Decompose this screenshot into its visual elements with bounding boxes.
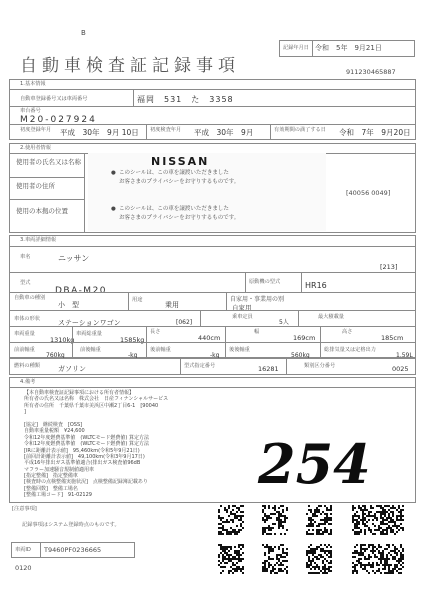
rear-axle-label: 後後軸重 xyxy=(229,347,250,353)
user-code: [40056 0049] xyxy=(346,189,391,197)
vehicle-id-label: 車両ID xyxy=(15,547,31,553)
remark-line: 所有者の住所 千葉県千葉市美浜区中瀬2丁目6-1 [90040 xyxy=(24,402,159,409)
vin-label: 車台番号 xyxy=(20,108,41,114)
capacity: 5人 xyxy=(279,319,289,326)
width-label: 幅 xyxy=(254,329,260,335)
kind: 小 型 xyxy=(58,301,79,309)
remark-line: 令和12年度燃費基準値 (WLTCモード燃費値) 算定方法 xyxy=(24,434,149,441)
document-number: 911230465887 xyxy=(346,68,396,76)
seal-note-2: お客さまのプライバシーをお守りするものです。 xyxy=(119,179,240,185)
first-reg-label: 初度登録年月 xyxy=(20,127,52,133)
front-axle-label: 前前軸重 xyxy=(14,347,35,353)
qr-code xyxy=(262,544,288,574)
qr-code xyxy=(378,505,404,535)
notice-text: 記録事項はシステム登録時点のものです。 xyxy=(22,522,120,528)
gross: 1585kg xyxy=(120,336,145,344)
seal-note-3: このシールは、この車を譲渡いただきました xyxy=(119,206,229,212)
qr-code xyxy=(306,505,332,535)
qr-code xyxy=(378,544,404,574)
plate-number: 福岡 531 た 3358 xyxy=(137,95,234,104)
engine-label: 原動機の型式 xyxy=(249,279,281,285)
seal-bullet-icon: ● xyxy=(111,206,116,212)
width: 169cm xyxy=(293,334,316,342)
displacement: 1.59L xyxy=(396,352,413,359)
model: DBA-M20 xyxy=(55,286,108,296)
seal-note-4: お客さまのプライバシーをお守りするものです。 xyxy=(119,215,240,221)
model-label: 型式 xyxy=(20,280,31,286)
remark-line: 【本自動車検査証記録事項における所有者情報】 xyxy=(24,390,135,396)
engine: HR16 xyxy=(305,281,327,290)
remark-line: 所有者の氏名又は名称 株式会社 日産フィナンシャルサービス xyxy=(24,396,169,403)
type-no: 16281 xyxy=(258,365,279,373)
qr-code xyxy=(306,544,332,574)
rear-front-axle: -kg xyxy=(210,352,220,359)
section-2-header: 2.使用者情報 xyxy=(20,145,51,151)
displacement-label: 総排気量又は定格出力 xyxy=(324,347,376,353)
remark-line: [協定] 継続検査 [OSS] xyxy=(24,421,83,428)
front-rear-axle-label: 前後軸重 xyxy=(80,347,101,353)
remark-line: 自動車重量税額 ¥24,600 xyxy=(24,428,85,435)
class-no-label: 類別区分番号 xyxy=(304,363,336,369)
maker-code: [213] xyxy=(380,263,398,271)
maker-label: 車名 xyxy=(20,254,31,260)
first-reg: 平成 30年 9月 10日 xyxy=(60,128,139,137)
private-label: 自家用・事業用の別 xyxy=(230,296,285,303)
document-title: 自動車検査証記録事項 xyxy=(20,56,240,76)
issue-date: 令和 5年 9月21日 xyxy=(315,44,382,52)
seal-note-1: このシールは、この車を譲渡いただきました xyxy=(119,170,229,176)
qr-code xyxy=(352,505,378,535)
front-rear-axle: -kg xyxy=(128,352,138,359)
fuel: ガソリン xyxy=(58,365,86,373)
class-no: 0025 xyxy=(392,365,409,373)
length-label: 長さ xyxy=(150,329,161,335)
remark-line: 令和12年度燃費基準値 (WLTCモード燃費値) 算定方法 xyxy=(24,441,149,448)
notice-header: [注意事項] xyxy=(12,506,37,512)
plate-label: 自動車登録番号又は車両番号 xyxy=(20,96,88,102)
body: ステーションワゴン xyxy=(58,319,121,327)
vehicle-id: T9460PF0236665 xyxy=(44,546,102,554)
remark-line: [前回計距離計表示値] 49,100km(令和3年9月17日) xyxy=(24,453,145,460)
gross-label: 車両総重量 xyxy=(76,331,102,337)
length: 440cm xyxy=(198,334,221,342)
type-no-label: 型式指定番号 xyxy=(184,363,216,369)
qr-code xyxy=(262,505,288,535)
remark-line: マフラー加速騒音規制値適用車 xyxy=(24,466,95,473)
remark-line: 平成16年排出ガス基準値適合(排出ガス検査値96dB xyxy=(24,460,141,467)
usage: 乗用 xyxy=(165,301,179,309)
qr-code xyxy=(352,544,378,574)
front-axle: 760kg xyxy=(46,352,65,359)
expiry-date: 令和 7年 9月20日 xyxy=(339,128,411,137)
vin: M20-027924 xyxy=(20,115,97,125)
base-location-label: 使用の本拠の位置 xyxy=(16,207,68,215)
qr-code xyxy=(218,544,244,574)
seal-bullet-icon: ● xyxy=(111,170,116,176)
body-code: [062] xyxy=(176,319,193,326)
body-label: 車体の形状 xyxy=(14,316,40,322)
remark-line: [整備工場コード] 91-02129 xyxy=(24,492,92,499)
section-1-header: 1.基本情報 xyxy=(20,81,46,87)
first-inspection-label: 初度検査年月 xyxy=(150,127,182,133)
remark-line: [整備回数] 整備工場名 xyxy=(24,485,78,492)
section-3-header: 3.車両詳細情報 xyxy=(20,237,57,243)
remark-line: [IRに距離計表示値] 95,460km(令和5年9月21日) xyxy=(24,447,140,454)
remark-line: [検査時の点検整備実施状況] 点検整備記録簿記載あり xyxy=(24,479,148,486)
height-label: 高さ xyxy=(342,329,353,335)
private: 自家用 xyxy=(232,304,252,312)
handwritten-number: 254 xyxy=(258,432,371,496)
expiry-label: 有効期間の満了する日 xyxy=(274,127,326,133)
b-mark: B xyxy=(81,29,86,37)
first-inspection: 平成 30年 9月 xyxy=(194,128,254,137)
weight-label: 車両重量 xyxy=(14,331,35,337)
nissan-logo: NISSAN xyxy=(151,155,210,168)
issue-date-label: 記録年月日 xyxy=(283,45,309,51)
kind-label: 自動車の種別 xyxy=(14,295,46,301)
max-load-label: 最大積載量 xyxy=(318,314,344,320)
rear-front-axle-label: 後前軸重 xyxy=(150,347,171,353)
remarks-lines xyxy=(24,390,254,499)
page-number: 0120 xyxy=(15,564,32,572)
height: 185cm xyxy=(381,334,404,342)
weight: 1310kg xyxy=(50,336,75,344)
rear-axle: 560kg xyxy=(291,352,310,359)
fuel-label: 燃料の種類 xyxy=(14,363,40,369)
remark-line: ] xyxy=(24,409,26,416)
qr-code xyxy=(218,505,244,535)
maker: ニッサン xyxy=(58,254,90,263)
user-address-label: 使用者の住所 xyxy=(16,182,55,190)
capacity-label: 乗車定員 xyxy=(232,314,253,320)
user-name-label: 使用者の氏名又は名称 xyxy=(16,158,81,166)
remark-line: [指定整備] 指定整備車 xyxy=(24,473,78,480)
usage-label: 用途 xyxy=(132,297,143,303)
section-4-header: 4.備考 xyxy=(20,379,36,385)
